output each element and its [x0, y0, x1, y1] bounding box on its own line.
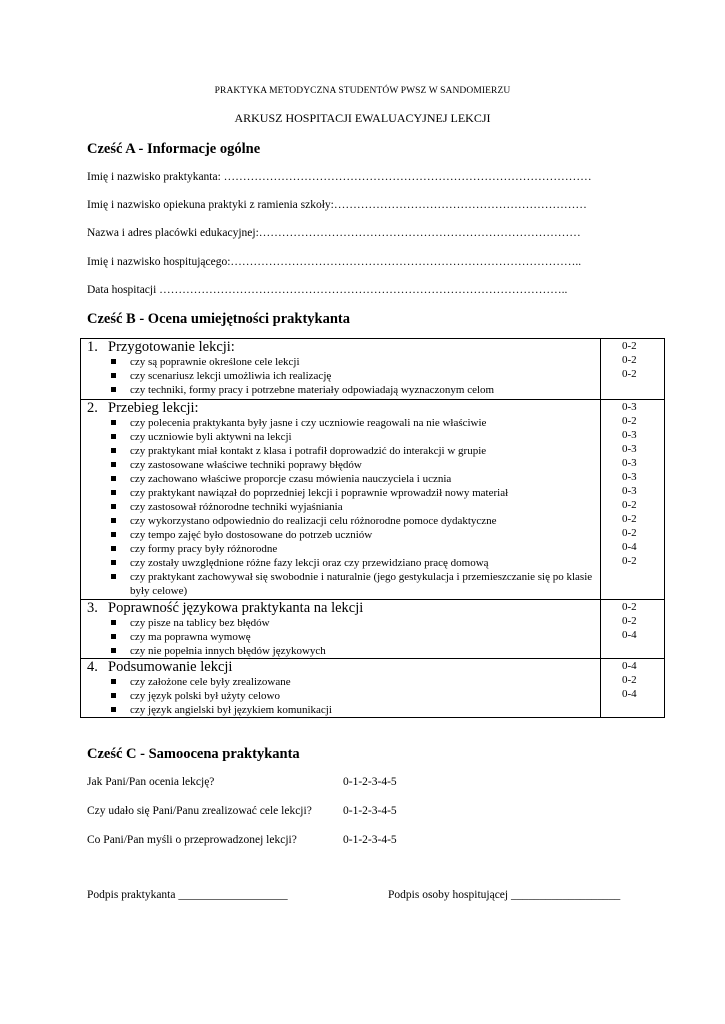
bullet-icon [111, 620, 116, 625]
evaluation-table [80, 338, 665, 718]
section-heading: 1. Przygotowanie lekcji: [87, 339, 235, 355]
criterion-item: czy zastosowane właściwe techniki poprawy błędów [81, 458, 600, 472]
score-range: 0-2 [622, 601, 637, 613]
bullet-icon [111, 560, 116, 565]
score-range: 0-2 [622, 513, 637, 525]
section-heading: 2. Przebieg lekcji: [87, 400, 199, 416]
form-title: ARKUSZ HOSPITACJI EWALUACYJNEJ LEKCJI [234, 111, 491, 125]
document-header: PRAKTYKA METODYCZNA STUDENTÓW PWSZ W SANDOMIERZU [214, 86, 511, 96]
bullet-icon [111, 679, 116, 684]
observation-date-field: Data hospitacji …………………………………………………………………………………………….. [87, 284, 568, 296]
bullet-icon [111, 693, 116, 698]
score-range: 0-4 [622, 660, 637, 672]
institution-field: Nazwa i adres placówki edukacyjnej:………………………………………………………………………… [87, 227, 581, 239]
table-row [81, 339, 665, 400]
part-b-title: Cześć B - Ocena umiejętności praktykanta [87, 311, 350, 327]
criterion-item: czy pisze na tablicy bez błędów [81, 616, 600, 630]
criterion-item: czy scenariusz lekcji umożliwia ich realizację [81, 369, 600, 383]
criterion-item: czy język angielski był językiem komunikacji [81, 703, 600, 717]
self-assessment-question: Co Pani/Pan myśli o przeprowadzonej lekcji? [87, 834, 297, 846]
criterion-item: czy nie popełnia innych błędów językowych [81, 644, 600, 658]
criterion-item: czy są poprawnie określone cele lekcji [81, 355, 600, 369]
table-row [81, 400, 665, 600]
score-range: 0-2 [622, 354, 637, 366]
table-row [81, 659, 665, 718]
score-range: 0-3 [622, 401, 637, 413]
bullet-icon [111, 490, 116, 495]
bullet-icon [111, 648, 116, 653]
criterion-item: czy formy pracy były różnorodne [81, 542, 600, 556]
score-range: 0-3 [622, 429, 637, 441]
criterion-item: czy uczniowie byli aktywni na lekcji [81, 430, 600, 444]
criterion-item: czy zastosował różnorodne techniki wyjaśniania [81, 500, 600, 514]
bullet-icon [111, 634, 116, 639]
score-range: 0-4 [622, 541, 637, 553]
observer-name-field: Imię i nazwisko hospitującego:……………………………………………………………………………….. [87, 256, 582, 268]
criterion-item: czy praktykant zachowywał się swobodnie i naturalnie (jego gestykulacja i przemieszczanie się po klasie były celowe) [81, 570, 600, 598]
criterion-item: czy zachowano właściwe proporcje czasu mówienia nauczyciela i ucznia [81, 472, 600, 486]
score-range: 0-2 [622, 615, 637, 627]
score-range: 0-3 [622, 443, 637, 455]
score-range: 0-3 [622, 485, 637, 497]
table-row [81, 600, 665, 659]
criterion-item: czy praktykant miał kontakt z klasa i potrafił doprowadzić do interakcji w grupie [81, 444, 600, 458]
criterion-item: czy założone cele były zrealizowane [81, 675, 600, 689]
score-range: 0-2 [622, 415, 637, 427]
score-range: 0-2 [622, 340, 637, 352]
bullet-icon [111, 434, 116, 439]
trainee-signature-line: Podpis praktykanta ___________________ [87, 889, 288, 901]
bullet-icon [111, 359, 116, 364]
bullet-icon [111, 476, 116, 481]
bullet-icon [111, 707, 116, 712]
score-range: 0-2 [622, 674, 637, 686]
criterion-item: czy zostały uwzględnione różne fazy lekcji oraz czy przewidziano pracę domową [81, 556, 600, 570]
score-range: 0-4 [622, 688, 637, 700]
score-range: 0-2 [622, 368, 637, 380]
self-assessment-question: Czy udało się Pani/Panu zrealizować cele lekcji? [87, 805, 312, 817]
section-heading: 4. Podsumowanie lekcji [87, 659, 233, 675]
criterion-item: czy praktykant nawiązał do poprzedniej lekcji i poprawnie wprowadził nowy materiał [81, 486, 600, 500]
bullet-icon [111, 504, 116, 509]
trainee-name-field: Imię i nazwisko praktykanta: …………………………………………………………………………………… [87, 171, 592, 183]
score-range: 0-3 [622, 471, 637, 483]
part-c-title: Cześć C - Samoocena praktykanta [87, 746, 300, 762]
criterion-item: czy tempo zajęć było dostosowane do potrzeb uczniów [81, 528, 600, 542]
section-heading: 3. Poprawność językowa praktykanta na lekcji [87, 600, 364, 616]
criterion-item: czy język polski był użyty celowo [81, 689, 600, 703]
score-range: 0-4 [622, 629, 637, 641]
bullet-icon [111, 420, 116, 425]
bullet-icon [111, 448, 116, 453]
observer-signature-line: Podpis osoby hospitującej ___________________ [388, 889, 621, 901]
criterion-item: czy polecenia praktykanta były jasne i czy uczniowie reagowali na nie właściwie [81, 416, 600, 430]
score-range: 0-2 [622, 527, 637, 539]
rating-scale: 0-1-2-3-4-5 [343, 805, 397, 817]
score-range: 0-3 [622, 457, 637, 469]
bullet-icon [111, 462, 116, 467]
bullet-icon [111, 518, 116, 523]
supervisor-name-field: Imię i nazwisko opiekuna praktyki z ramienia szkoły:………………………………………………………… [87, 199, 587, 211]
self-assessment-question: Jak Pani/Pan ocenia lekcję? [87, 776, 215, 788]
rating-scale: 0-1-2-3-4-5 [343, 776, 397, 788]
part-a-title: Cześć A - Informacje ogólne [87, 141, 261, 157]
bullet-icon [111, 532, 116, 537]
rating-scale: 0-1-2-3-4-5 [343, 834, 397, 846]
criterion-item: czy wykorzystano odpowiednio do realizacji celu różnorodne pomoce dydaktyczne [81, 514, 600, 528]
criterion-item: czy techniki, formy pracy i potrzebne materiały odpowiadają wyznaczonym celom [81, 383, 600, 397]
criterion-item: czy ma poprawna wymowę [81, 630, 600, 644]
score-range: 0-2 [622, 499, 637, 511]
bullet-icon [111, 574, 116, 579]
bullet-icon [111, 373, 116, 378]
score-range: 0-2 [622, 555, 637, 567]
bullet-icon [111, 546, 116, 551]
bullet-icon [111, 387, 116, 392]
